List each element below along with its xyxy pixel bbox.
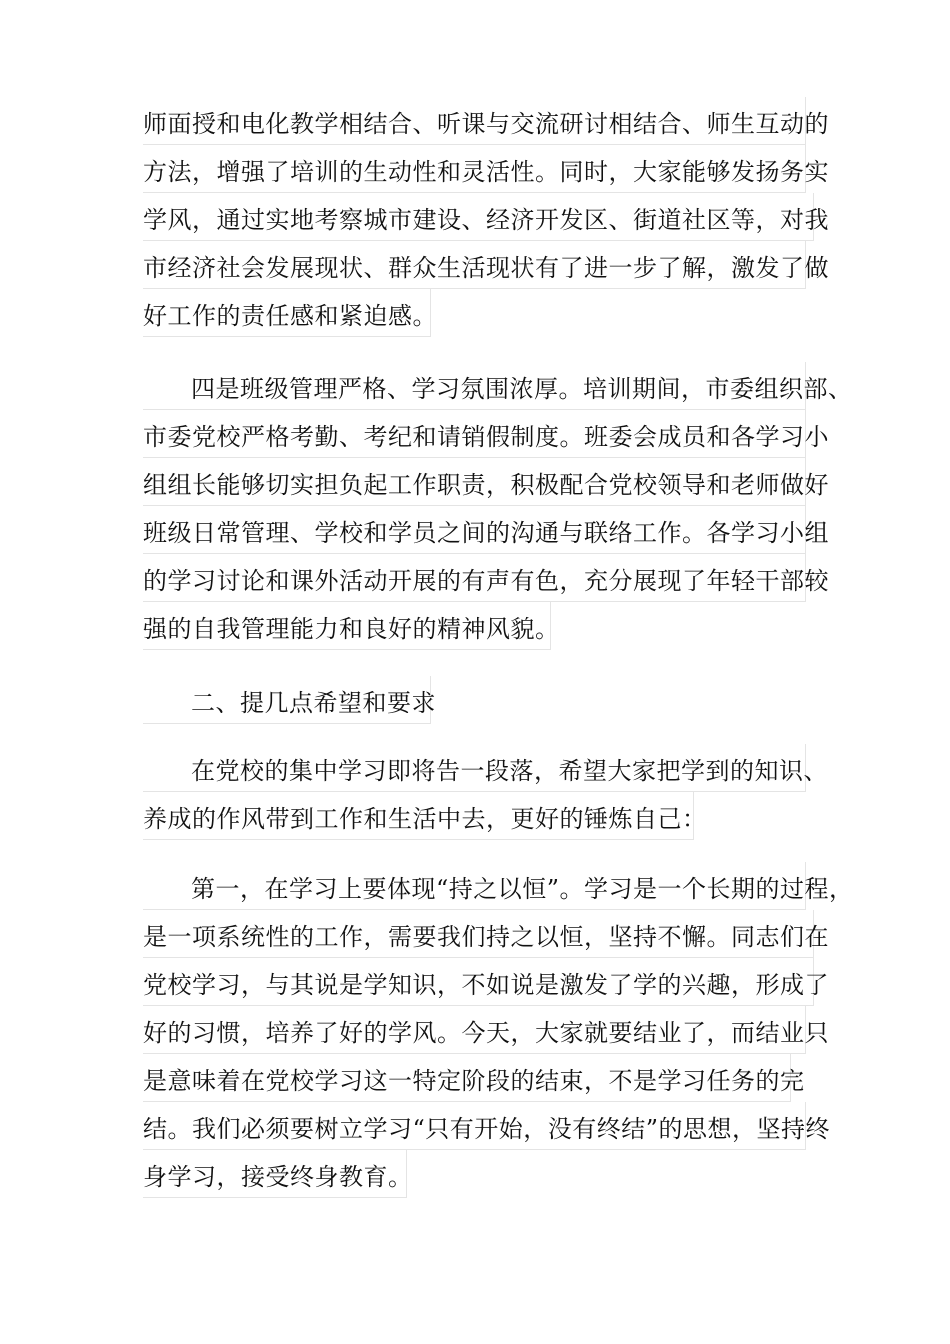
text-line: 身学习，接受终身教育。: [143, 1150, 407, 1198]
paragraph-4: [143, 862, 854, 1198]
paragraph-3: [143, 744, 828, 840]
text-line: 组组长能够切实担负起工作职责，积极配合党校领导和老师做好: [143, 458, 806, 506]
text-line: 市经济社会发展现状、群众生活现状有了进一步了解，激发了做: [143, 241, 806, 289]
text-line: 强的自我管理能力和良好的精神风貌。: [143, 602, 551, 650]
section-heading: [143, 676, 436, 724]
text-line: 好工作的责任感和紧迫感。: [143, 289, 431, 337]
text-line: 市委党校严格考勤、考纪和请销假制度。班委会成员和各学习小: [143, 410, 806, 458]
text-line: 在党校的集中学习即将告一段落，希望大家把学到的知识、: [143, 744, 806, 792]
text-line: 的学习讨论和课外活动开展的有声有色，充分展现了年轻干部较: [143, 554, 806, 602]
text-line: 结。我们必须要树立学习“只有开始，没有终结”的思想，坚持终: [143, 1102, 806, 1150]
text-line: 四是班级管理严格、学习氛围浓厚。培训期间，市委组织部、: [143, 362, 806, 410]
text-line: 是意味着在党校学习这一特定阶段的结束，不是学习任务的完: [143, 1054, 791, 1102]
text-line: 班级日常管理、学校和学员之间的沟通与联络工作。各学习小组: [143, 506, 806, 554]
heading-line: 二、提几点希望和要求: [143, 676, 431, 724]
text-line: 方法，增强了培训的生动性和灵活性。同时，大家能够发扬务实: [143, 145, 806, 193]
paragraph-1: [143, 97, 829, 337]
text-line: 好的习惯，培养了好的学风。今天，大家就要结业了，而结业只: [143, 1006, 806, 1054]
text-line: 第一，在学习上要体现“持之以恒”。学习是一个长期的过程，: [143, 862, 806, 910]
paragraph-2: [143, 362, 853, 650]
text-line: 学风，通过实地考察城市建设、经济开发区、街道社区等，对我: [143, 193, 814, 241]
text-line: 师面授和电化教学相结合、听课与交流研讨相结合、师生互动的: [143, 97, 806, 145]
text-line: 养成的作风带到工作和生活中去，更好的锤炼自己：: [143, 792, 694, 840]
text-line: 是一项系统性的工作，需要我们持之以恒，坚持不懈。同志们在: [143, 910, 814, 958]
text-line: 党校学习，与其说是学知识，不如说是激发了学的兴趣，形成了: [143, 958, 814, 1006]
